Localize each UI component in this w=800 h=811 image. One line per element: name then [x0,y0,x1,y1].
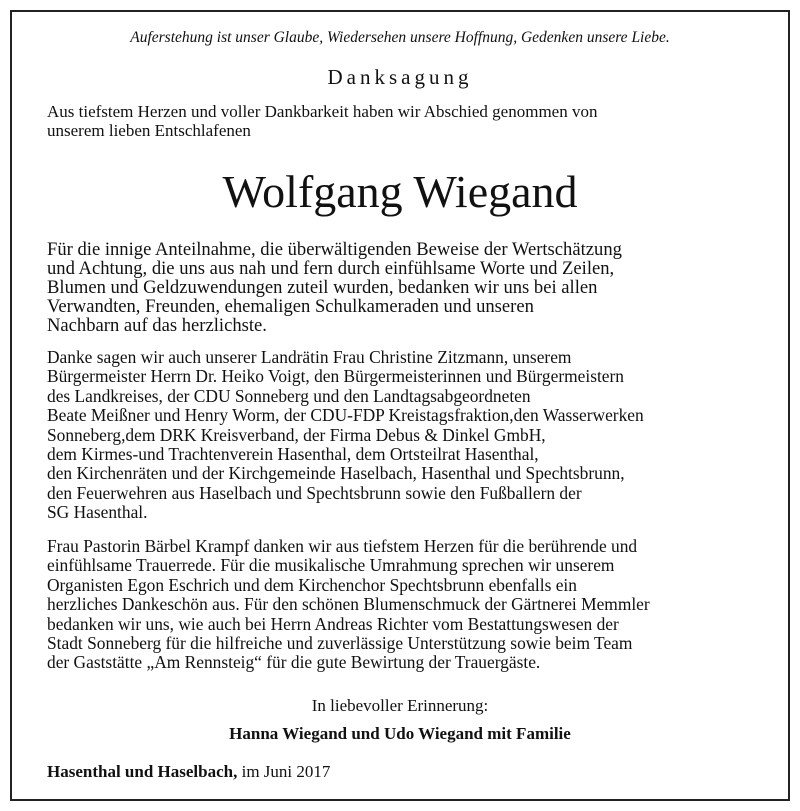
intro-line: Aus tiefstem Herzen und voller Dankbarkeit haben wir Abschied genommen von [47,102,598,121]
text-line: Danke sagen wir auch unserer Landrätin Frau Christine Zitzmann, unserem [47,347,572,367]
place-date-line [47,761,330,783]
text-line: Organisten Egon Eschrich und dem Kirchenchor Spechtsbrunn ebenfalls ein [47,574,577,595]
text-line: Nachbarn auf das herzlichste. [47,315,267,336]
heading-danksagung: Danksagung [327,65,473,89]
text-line: Sonneberg,dem DRK Kreisverband, der Firma Debus & Dinkel GmbH, [47,424,546,445]
text-line: Frau Pastorin Bärbel Krampf danken wir aus tiefstem Herzen für die berührende und [47,536,638,556]
text-line: Bürgermeister Herrn Dr. Heiko Voigt, den Bürgermeisterinnen und Bürgermeistern [47,366,624,387]
paragraph-thanks-officials [47,348,767,523]
text-line: Verwandten, Freunden, ehemaligen Schulkameraden und unseren [47,296,534,317]
text-line: des Landkreises, der CDU Sonneberg und den Landtagsabgeordneten [47,385,531,406]
intro-text [47,102,767,140]
text-line: SG Hasenthal. [47,502,148,523]
text-line: einfühlsame Trauerrede. Für die musikalische Umrahmung sprechen wir unserem [47,555,615,576]
text-line: Blumen und Geldzuwendungen zuteil wurden, bedanken wir uns bei allen [47,277,598,298]
text-line: und Achtung, die uns aus nah und fern durch einfühlsame Worte und Zeilen, [47,258,615,279]
remembrance-line: In liebevoller Erinnerung: [311,696,489,715]
signatories: Hanna Wiegand und Udo Wiegand mit Familie [229,724,571,743]
motto: Auferstehung ist unser Glaube, Wiedersehen unsere Hoffnung, Gedenken unsere Liebe. [130,29,670,46]
intro-line: unserem lieben Entschlafenen [47,121,251,140]
text-line: den Kirchenräten und der Kirchgemeinde Haselbach, Hasenthal und Spechtsbrunn, [47,463,625,484]
text-line: dem Kirmes-und Trachtenverein Hasenthal, dem Ortsteilrat Hasenthal, [47,444,539,465]
paragraph-thanks-ceremony [47,537,767,673]
place: Hasenthal und Haselbach, [47,762,238,781]
text-line: Stadt Sonneberg für die hilfreiche und zuverlässige Unterstützung sowie beim Team [47,633,633,654]
text-line: den Feuerwehren aus Haselbach und Spechtsbrunn sowie den Fußballern der [47,482,582,503]
text-line: Für die innige Anteilnahme, die überwältigenden Beweise der Wertschätzung [47,239,622,260]
text-line: bedanken wir uns, wie auch bei Herrn Andreas Richter vom Bestattungswesen der [47,613,619,634]
text-line: herzliches Dankeschön aus. Für den schönen Blumenschmuck der Gärtnerei Memmler [47,594,650,615]
paragraph-thanks-sympathy [47,240,767,335]
deceased-name: Wolfgang Wiegand [222,166,578,217]
text-line: der Gaststätte „Am Rennsteig“ für die gute Bewirtung der Trauergäste. [47,652,541,673]
date: im Juni 2017 [241,762,331,781]
text-line: Beate Meißner und Henry Worm, der CDU-FDP Kreistagsfraktion,den Wasserwerken [47,405,644,426]
